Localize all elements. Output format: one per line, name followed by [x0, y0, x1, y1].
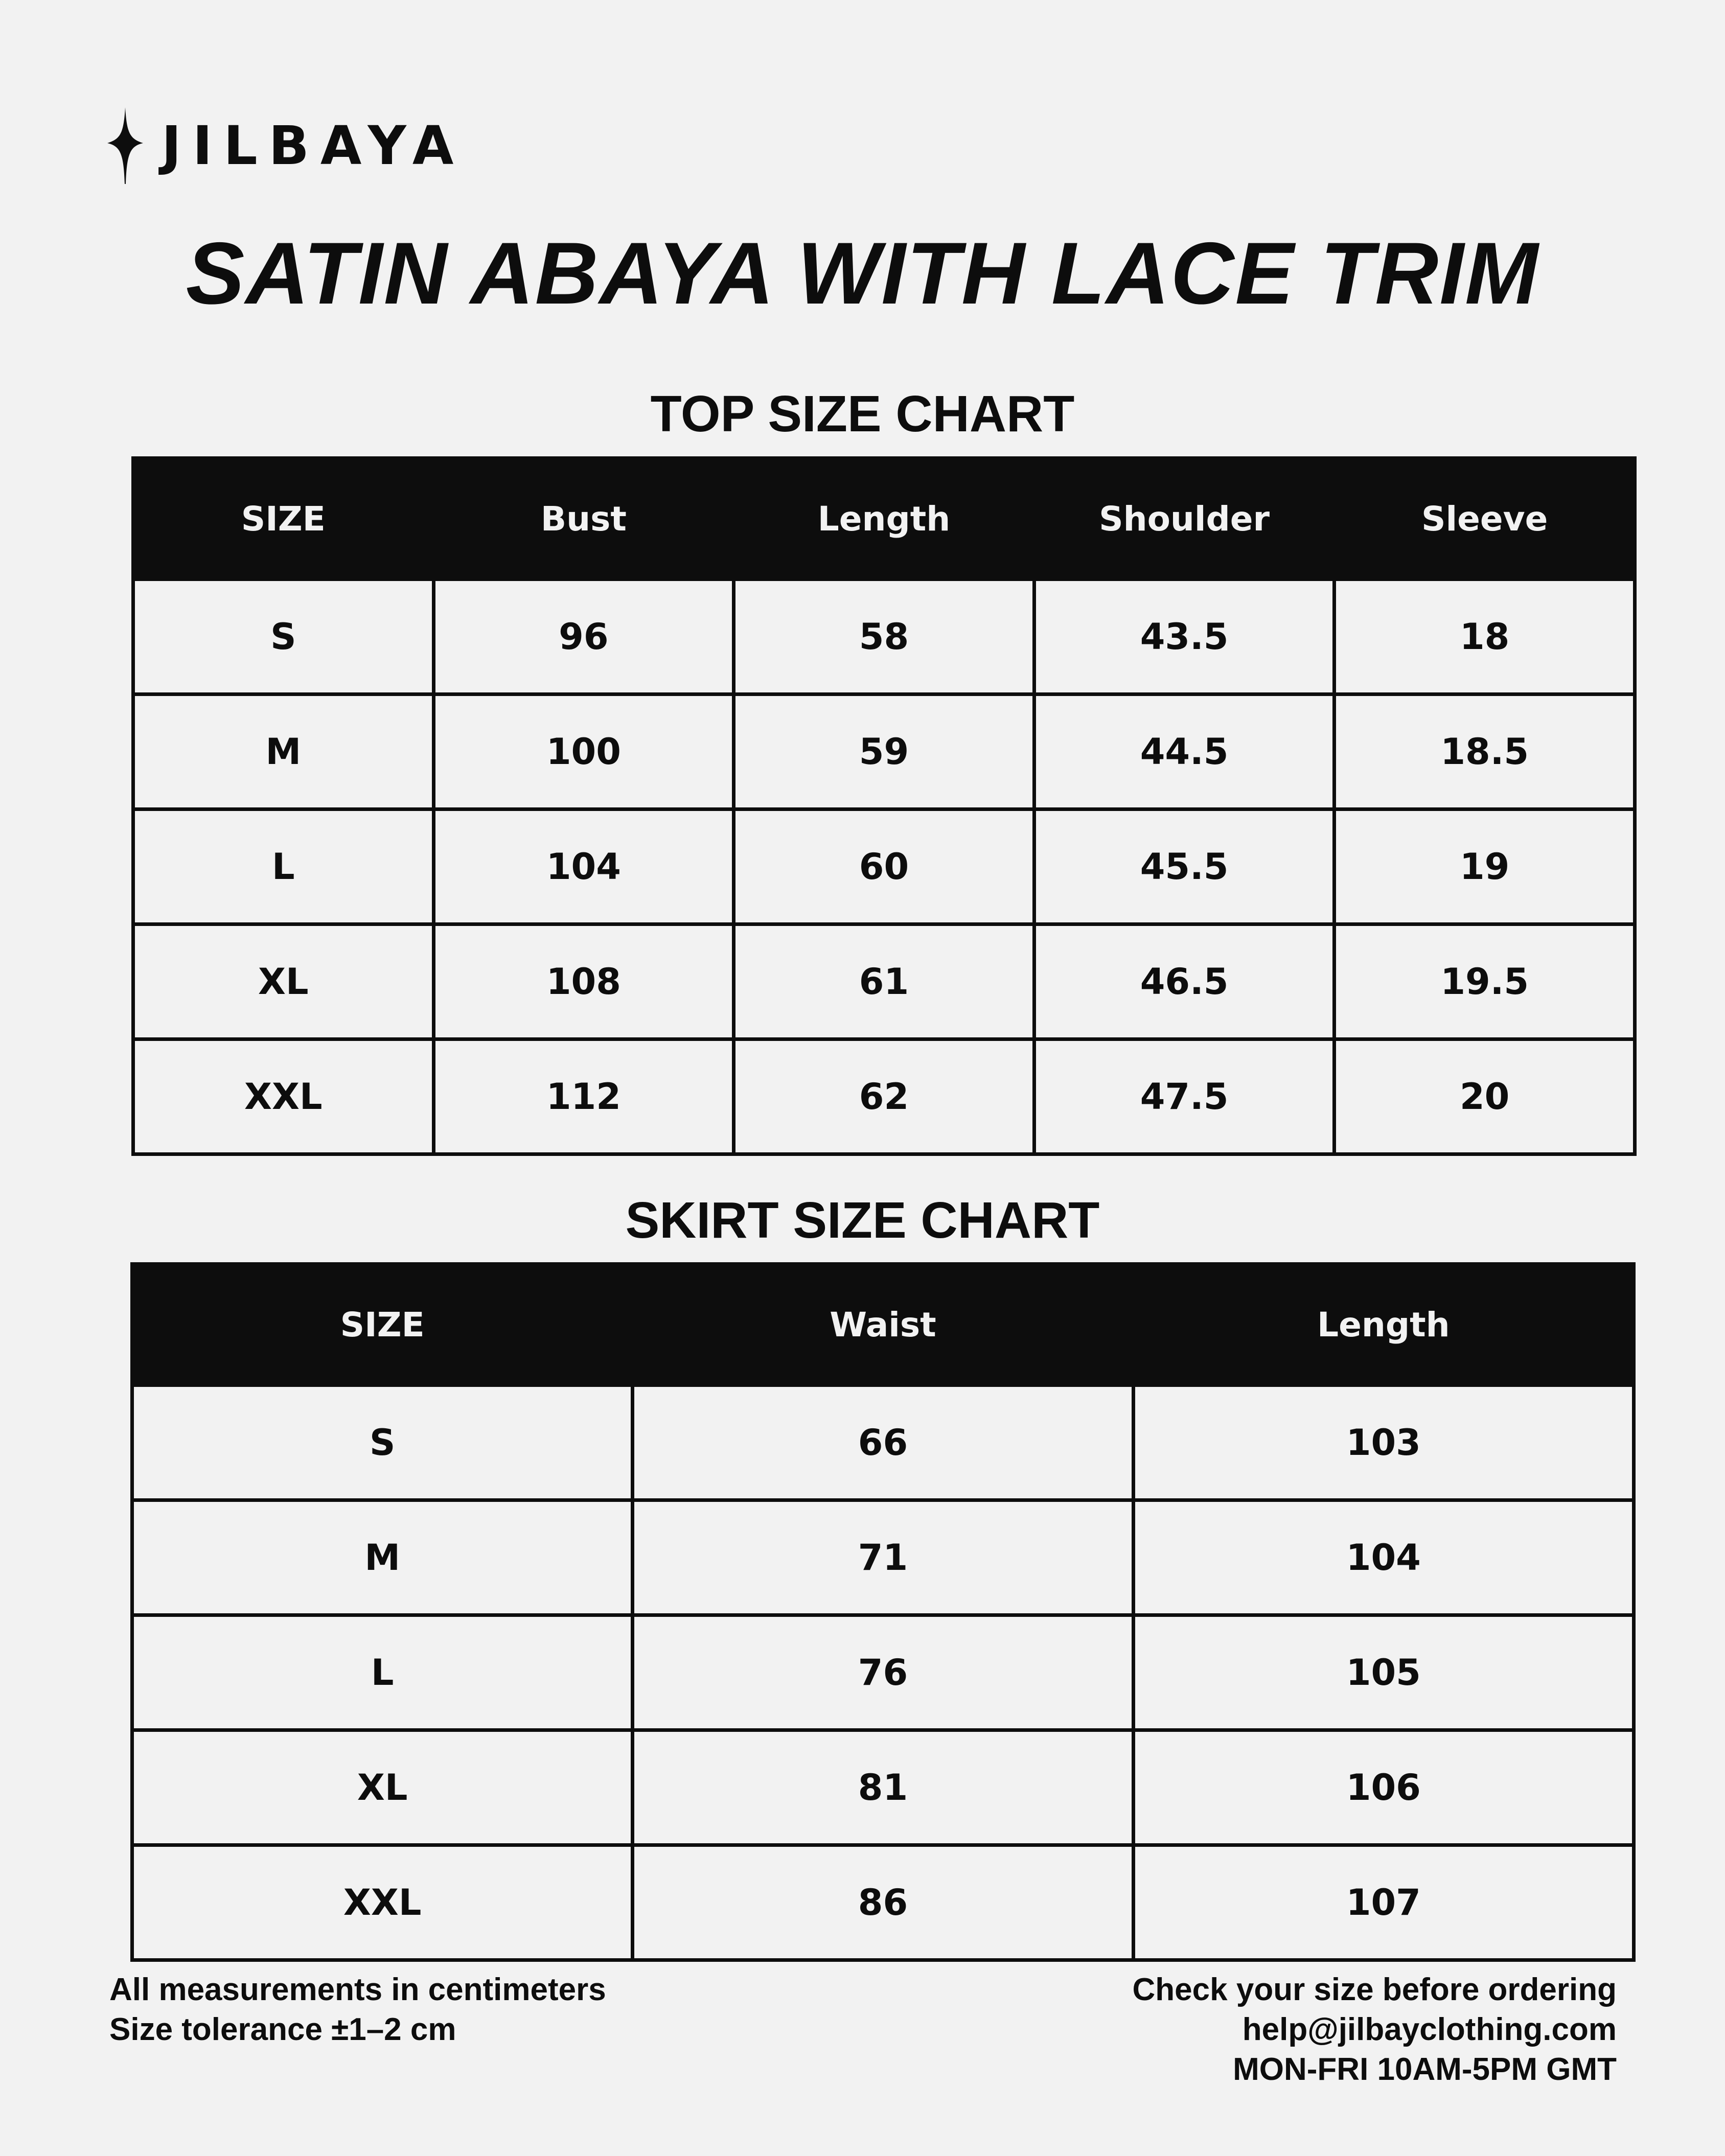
column-header: Sleeve	[1335, 458, 1635, 579]
waist-cell: 76	[633, 1615, 1133, 1730]
bust-cell: 108	[433, 924, 734, 1039]
length-cell: 60	[734, 809, 1034, 924]
bust-cell: 112	[433, 1039, 734, 1154]
sleeve-cell: 18.5	[1335, 694, 1635, 809]
sleeve-cell: 19	[1335, 809, 1635, 924]
table-row	[133, 924, 1635, 1039]
shoulder-cell: 44.5	[1034, 694, 1335, 809]
size-cell: M	[132, 1500, 633, 1615]
skirt-chart-title: SKIRT SIZE CHART	[625, 1192, 1100, 1249]
column-header: Waist	[633, 1264, 1133, 1385]
length-cell: 61	[734, 924, 1034, 1039]
tolerance-note: Size tolerance ±1–2 cm	[109, 2012, 456, 2047]
table-row	[133, 1039, 1635, 1154]
size-cell: XL	[133, 924, 434, 1039]
check-size-note: Check your size before ordering	[1132, 1972, 1617, 2007]
shoulder-cell: 46.5	[1034, 924, 1335, 1039]
length-cell: 107	[1133, 1845, 1634, 1960]
skirt-size-table	[130, 1262, 1636, 1962]
size-cell: S	[132, 1385, 633, 1500]
column-header: SIZE	[133, 458, 434, 579]
length-cell: 62	[734, 1039, 1034, 1154]
waist-cell: 86	[633, 1845, 1133, 1960]
size-cell: L	[132, 1615, 633, 1730]
contact-info	[1133, 1970, 1617, 2090]
shoulder-cell: 45.5	[1034, 809, 1335, 924]
waist-cell: 71	[633, 1500, 1133, 1615]
length-cell: 58	[734, 579, 1034, 694]
measurement-notes	[109, 1970, 606, 2050]
sleeve-cell: 18	[1335, 579, 1635, 694]
waist-cell: 66	[633, 1385, 1133, 1500]
brand-name: JILBAYA	[162, 114, 465, 177]
brand-logo	[107, 107, 465, 184]
length-cell: 106	[1133, 1730, 1634, 1845]
support-email: help@jilbayclothing.com	[1242, 2012, 1617, 2047]
size-cell: S	[133, 579, 434, 694]
bust-cell: 96	[433, 579, 734, 694]
shoulder-cell: 43.5	[1034, 579, 1335, 694]
column-header: Length	[1133, 1264, 1634, 1385]
sparkle-star-icon	[107, 107, 143, 184]
length-cell: 104	[1133, 1500, 1634, 1615]
table-row	[132, 1500, 1634, 1615]
size-cell: L	[133, 809, 434, 924]
sleeve-cell: 19.5	[1335, 924, 1635, 1039]
product-title: SATIN ABAYA WITH LACE TRIM	[186, 224, 1539, 322]
length-cell: 103	[1133, 1385, 1634, 1500]
column-header: Length	[734, 458, 1034, 579]
waist-cell: 81	[633, 1730, 1133, 1845]
bust-cell: 100	[433, 694, 734, 809]
bust-cell: 104	[433, 809, 734, 924]
length-cell: 59	[734, 694, 1034, 809]
table-row	[133, 579, 1635, 694]
table-row	[132, 1730, 1634, 1845]
table-row	[133, 809, 1635, 924]
table-row	[132, 1385, 1634, 1500]
size-cell: XXL	[133, 1039, 434, 1154]
sleeve-cell: 20	[1335, 1039, 1635, 1154]
table-header-row	[132, 1264, 1634, 1385]
length-cell: 105	[1133, 1615, 1634, 1730]
table-row	[133, 694, 1635, 809]
top-chart-title: TOP SIZE CHART	[650, 385, 1075, 443]
size-cell: XXL	[132, 1845, 633, 1960]
size-cell: M	[133, 694, 434, 809]
table-header-row	[133, 458, 1635, 579]
table-row	[132, 1845, 1634, 1960]
size-cell: XL	[132, 1730, 633, 1845]
top-size-table	[131, 456, 1637, 1156]
column-header: Shoulder	[1034, 458, 1335, 579]
table-row	[132, 1615, 1634, 1730]
column-header: Bust	[433, 458, 734, 579]
shoulder-cell: 47.5	[1034, 1039, 1335, 1154]
column-header: SIZE	[132, 1264, 633, 1385]
support-hours: MON-FRI 10AM-5PM GMT	[1233, 2052, 1617, 2087]
units-note: All measurements in centimeters	[109, 1972, 606, 2007]
